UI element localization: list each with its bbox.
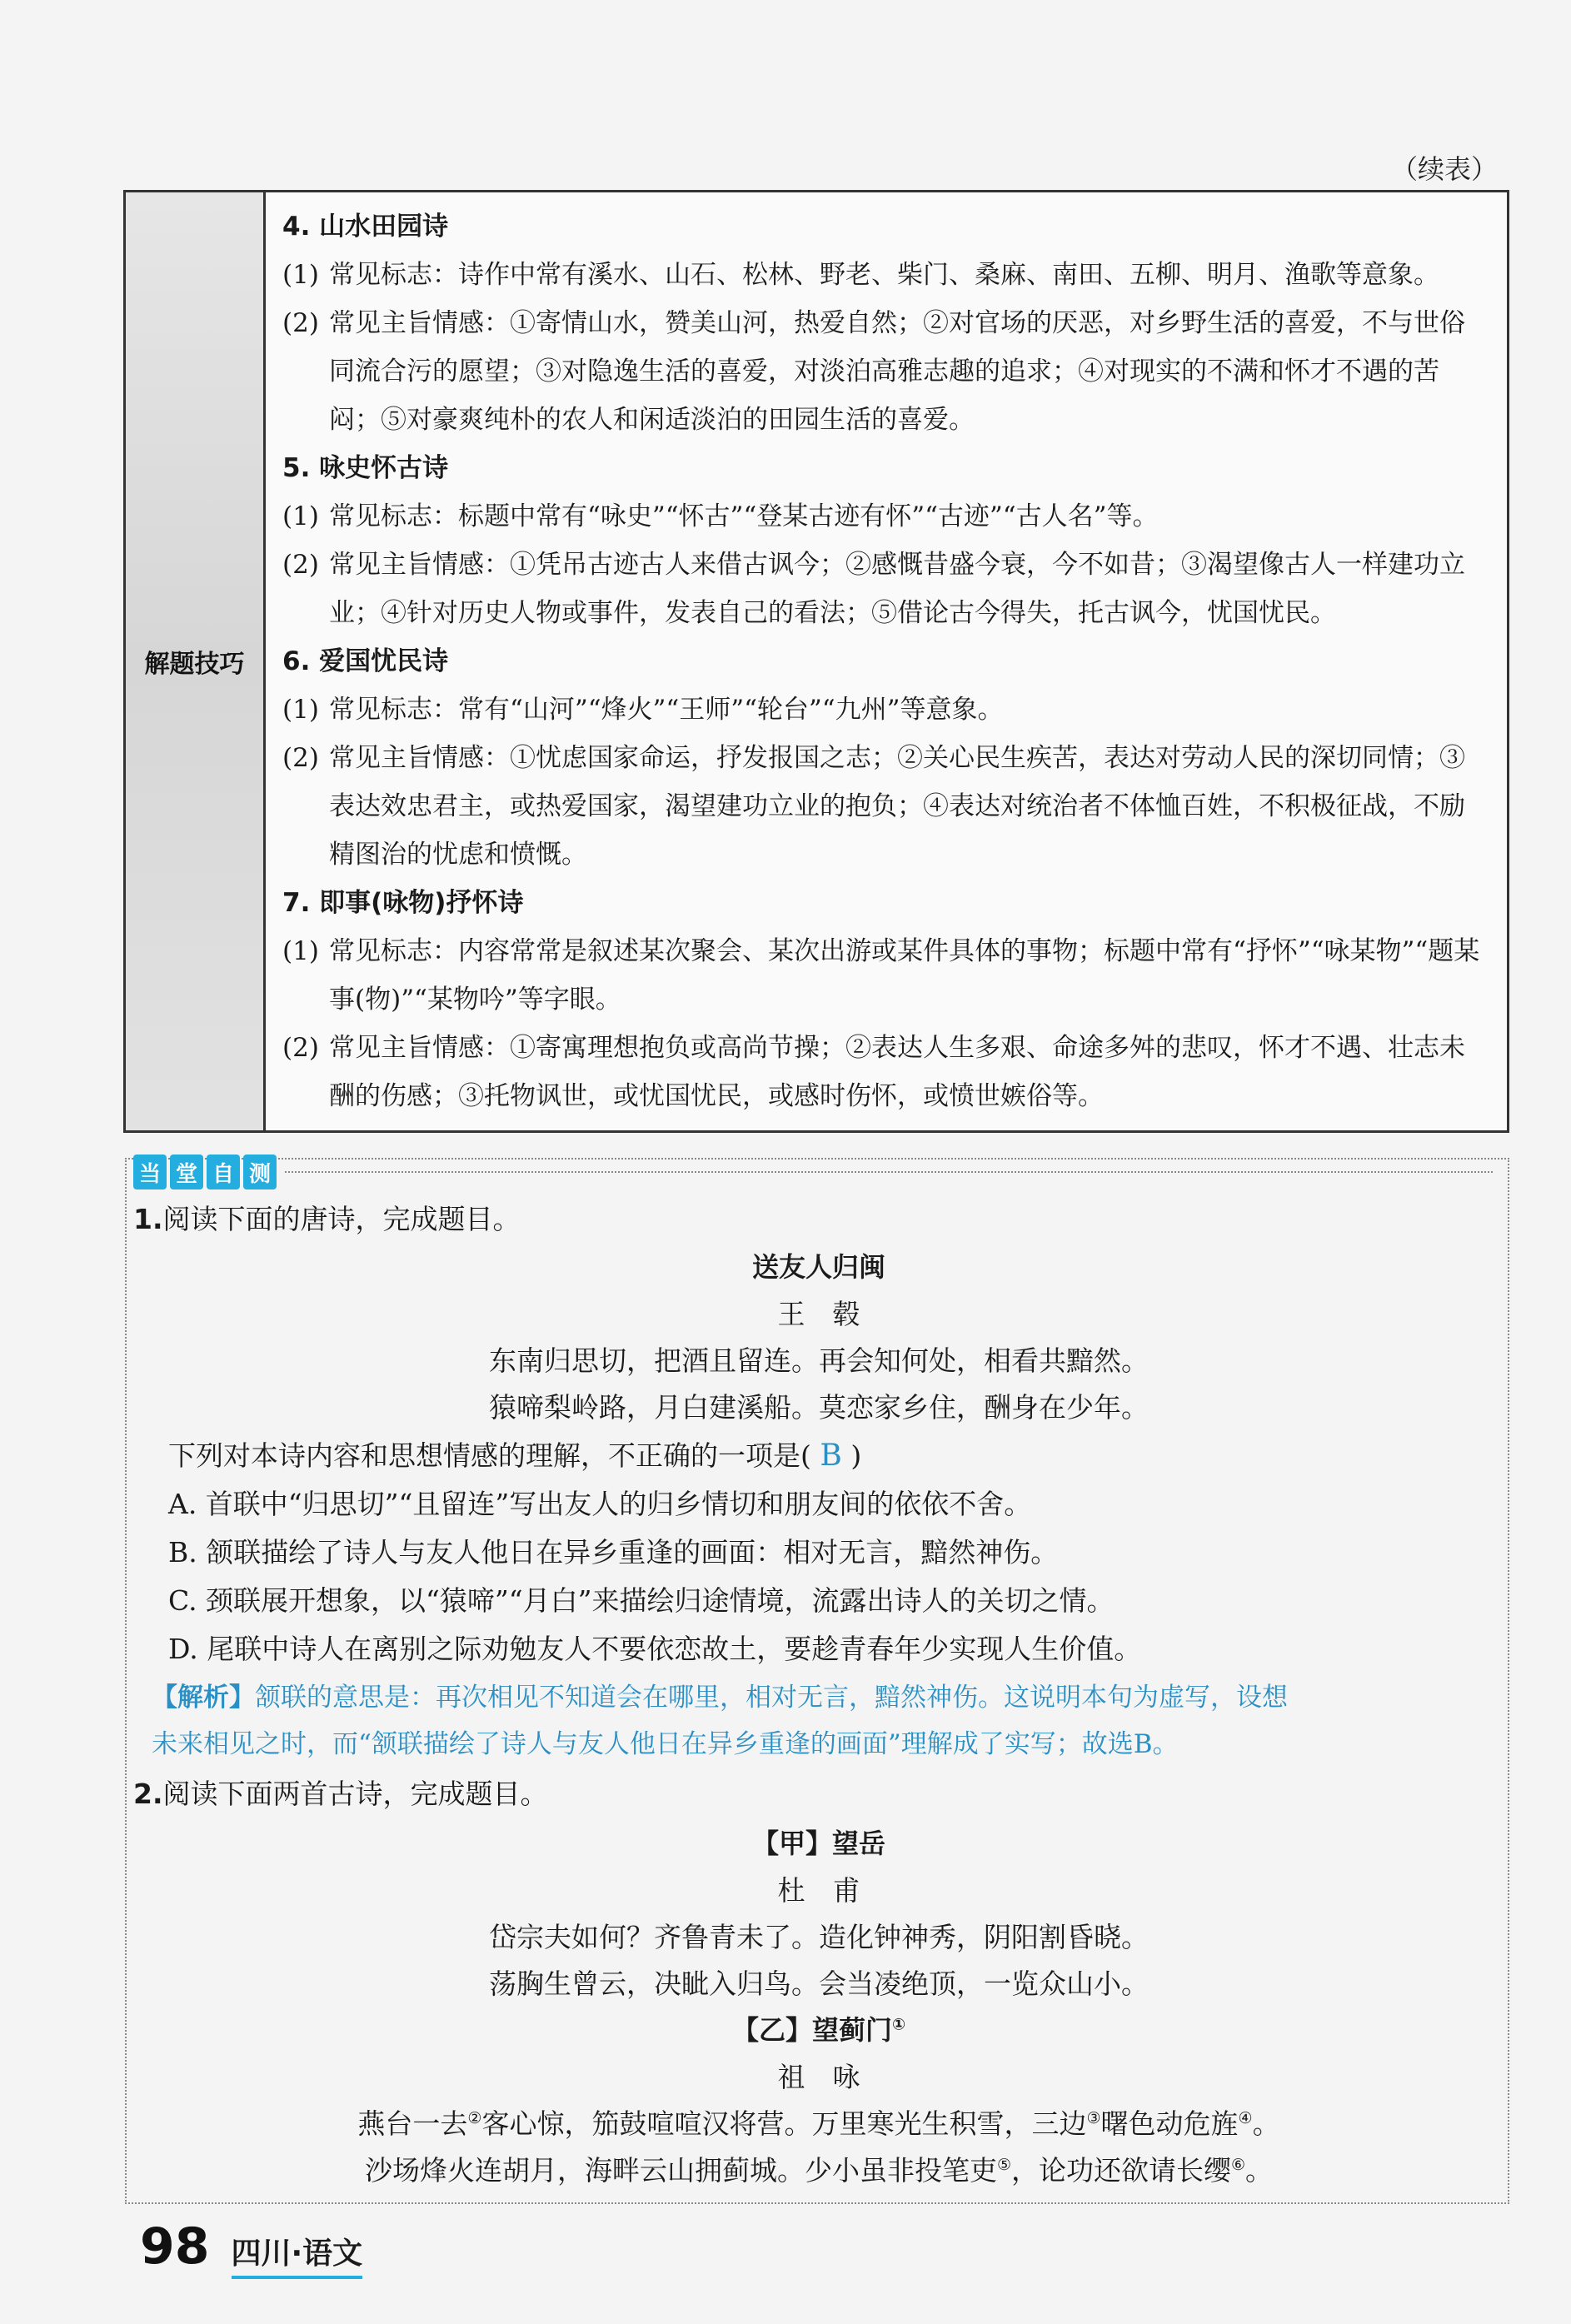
badge-divider xyxy=(285,1171,1493,1173)
footnote-marker: ④ xyxy=(1238,2109,1253,2127)
tip-item xyxy=(282,686,1490,734)
answer-mark: B xyxy=(820,1439,842,1473)
tip-item xyxy=(282,492,1490,541)
analysis-line: 未来相见之时，而“颔联描绘了诗人与友人他日在异乡重逢的画面”理解成了实写；故选B。 xyxy=(152,1729,1179,1759)
poem-line: 岱宗夫如何？齐鲁青未了。造化钟神秀，阴阳割昏晓。 xyxy=(489,1921,1149,1953)
option-b: B. 颔联描绘了诗人与友人他日在异乡重逢的画面：相对无言，黯然神伤。 xyxy=(168,1536,1059,1568)
poem-line: 猿啼梨岭路，月白建溪船。莫恋家乡住，酬身在少年。 xyxy=(489,1391,1149,1424)
page-footer xyxy=(140,2217,362,2279)
question-1-prompt xyxy=(133,1198,521,1237)
poem-title: 送友人归闽 xyxy=(751,1251,885,1283)
poem-text: ，论功还欲请长缨 xyxy=(1011,2154,1231,2187)
question-text: 下列对本诗内容和思想情感的理解，不正确的一项是( xyxy=(168,1439,811,1472)
footnote-marker: ⑥ xyxy=(1231,2156,1246,2174)
poem-text: 客心惊，笳鼓喧喧汉将营。万里寒光生积雪，三边 xyxy=(481,2107,1087,2140)
footnote-marker: ② xyxy=(467,2109,482,2127)
poem-title xyxy=(127,2009,1511,2047)
question-close: ) xyxy=(850,1439,862,1472)
tip-item-text: 常见标志：内容常常是叙述某次聚会、某次出游或某件具体的事物；标题中常有“抒怀”“咏某物”“题某事(物)”“某物吟”等字眼。 xyxy=(329,936,1480,1015)
tips-content xyxy=(266,192,1507,1130)
analysis-line xyxy=(152,1676,1288,1713)
question-number: 2. xyxy=(133,1778,163,1810)
page-number: 98 xyxy=(140,2217,210,2276)
continued-label: （续表） xyxy=(1391,153,1499,185)
selftest-badge xyxy=(133,1155,280,1189)
badge-char: 测 xyxy=(243,1155,277,1189)
tip-item-num: (1) xyxy=(282,695,319,725)
tip-item-text: 常见主旨情感：①凭吊古迹古人来借古讽今；②感慨昔盛今衰，今不如昔；③渴望像古人一样建功立业；④针对历史人物或事件，发表自己的看法；⑤借论古今得失，托古讽今，忧国忧民。 xyxy=(329,550,1465,628)
poem-text: 燕台一去 xyxy=(357,2107,468,2140)
poem-text: 曙色动危旌 xyxy=(1100,2107,1239,2140)
tip-item-num: (2) xyxy=(282,550,319,580)
poem-text: 。 xyxy=(1252,2107,1280,2140)
analysis-text: 颔联的意思是：再次相见不知道会在哪里，相对无言，黯然神伤。这说明本句为虚写，设想 xyxy=(255,1683,1288,1713)
question-prompt: 阅读下面的唐诗，完成题目。 xyxy=(162,1203,521,1235)
option-c: C. 颈联展开想象，以“猿啼”“月白”来描绘归途情境，流露出诗人的关切之情。 xyxy=(168,1584,1115,1617)
tip-item-num: (1) xyxy=(282,936,319,966)
tip-item xyxy=(282,251,1490,299)
tip-item-num: (2) xyxy=(282,743,319,773)
tip-item-text: 常见主旨情感：①寄寓理想抱负或高尚节操；②表达人生多艰、命途多舛的悲叹，怀才不遇、壮志未酬的伤感；③托物讽世，或忧国忧民，或感时伤怀，或愤世嫉俗等。 xyxy=(329,1033,1465,1111)
tips-label-cell xyxy=(126,192,266,1130)
question-prompt: 阅读下面两首古诗，完成题目。 xyxy=(162,1778,548,1810)
tip-item-num: (1) xyxy=(282,501,319,531)
poem-author: 王 毂 xyxy=(777,1298,860,1330)
tip-item xyxy=(282,1024,1490,1120)
poem-line xyxy=(127,2102,1511,2142)
option-a: A. 首联中“归思切”“且留连”写出友人的归乡情切和朋友间的依依不舍。 xyxy=(168,1488,1032,1520)
tip-item xyxy=(282,541,1490,637)
section-title: 6. 爱国忧民诗 xyxy=(282,646,449,676)
tip-item-text: 常见标志：诗作中常有溪水、山石、松林、野老、柴门、桑麻、南田、五柳、明月、渔歌等意象。 xyxy=(329,260,1439,290)
badge-char: 当 xyxy=(133,1155,167,1189)
section-title: 7. 即事(咏物)抒怀诗 xyxy=(282,888,524,918)
poem-text: 。 xyxy=(1245,2154,1274,2187)
poem-title: 【甲】望岳 xyxy=(751,1828,885,1859)
poem-line: 东南归思切，把酒且留连。再会知何处，相看共黯然。 xyxy=(489,1344,1149,1377)
section-title: 4. 山水田园诗 xyxy=(282,212,449,242)
analysis-tag: 【解析】 xyxy=(152,1683,255,1713)
footnote-marker: ① xyxy=(891,2015,906,2034)
tip-item-text: 常见标志：常有“山河”“烽火”“王师”“轮台”“九州”等意象。 xyxy=(329,695,1004,725)
tips-label: 解题技巧 xyxy=(144,650,245,679)
selftest-box xyxy=(125,1158,1509,2204)
footnote-marker: ⑤ xyxy=(996,2156,1011,2174)
tip-item-text: 常见主旨情感：①寄情山水，赞美山河，热爱自然；②对官场的厌恶，对乡野生活的喜爱，不与世俗同流合污的愿望；③对隐逸生活的喜爱，对淡泊高雅志趣的追求；④对现实的不满和怀才不遇的苦闷；⑤对豪爽纯朴的农人和闲适淡泊的田园生活的喜爱。 xyxy=(329,308,1465,435)
tip-item xyxy=(282,734,1490,879)
option-d: D. 尾联中诗人在离别之际劝勉友人不要依恋故土，要趁青春年少实现人生价值。 xyxy=(168,1633,1142,1665)
tip-item-num: (2) xyxy=(282,308,319,338)
question-2-prompt xyxy=(133,1773,548,1812)
footnote-marker: ③ xyxy=(1086,2109,1101,2127)
tip-item-num: (2) xyxy=(282,1033,319,1063)
section-title: 5. 咏史怀古诗 xyxy=(282,453,449,483)
tip-item-text: 常见主旨情感：①忧虑国家命运，抒发报国之志；②关心民生疾苦，表达对劳动人民的深切同情；③表达效忠君主，或热爱国家，渴望建功立业的抱负；④表达对统治者不体恤百姓，不积极征战，不励精图治的忧虑和愤慨。 xyxy=(329,743,1465,870)
poem-line: 荡胸生曾云，决眦入归鸟。会当凌绝顶，一览众山小。 xyxy=(489,1967,1149,2000)
poem-author: 杜 甫 xyxy=(777,1874,860,1907)
poem-text: 沙场烽火连胡月，海畔云山拥蓟城。少小虽非投笔吏 xyxy=(364,2154,997,2187)
tip-item-text: 常见标志：标题中常有“咏史”“怀古”“登某古迹有怀”“古迹”“古人名”等。 xyxy=(329,501,1159,531)
footer-label: 四川·语文 xyxy=(232,2230,363,2279)
tip-item-num: (1) xyxy=(282,260,319,290)
poem-line xyxy=(127,2149,1511,2188)
badge-char: 堂 xyxy=(170,1155,203,1189)
tips-table xyxy=(123,190,1509,1133)
poem-title-text: 【乙】望蓟门 xyxy=(731,2014,892,2046)
tip-item xyxy=(282,927,1490,1024)
question-stem xyxy=(168,1434,861,1474)
question-number: 1. xyxy=(133,1203,163,1235)
badge-char: 自 xyxy=(207,1155,240,1189)
poem-author: 祖 咏 xyxy=(777,2061,860,2093)
tip-item xyxy=(282,299,1490,444)
